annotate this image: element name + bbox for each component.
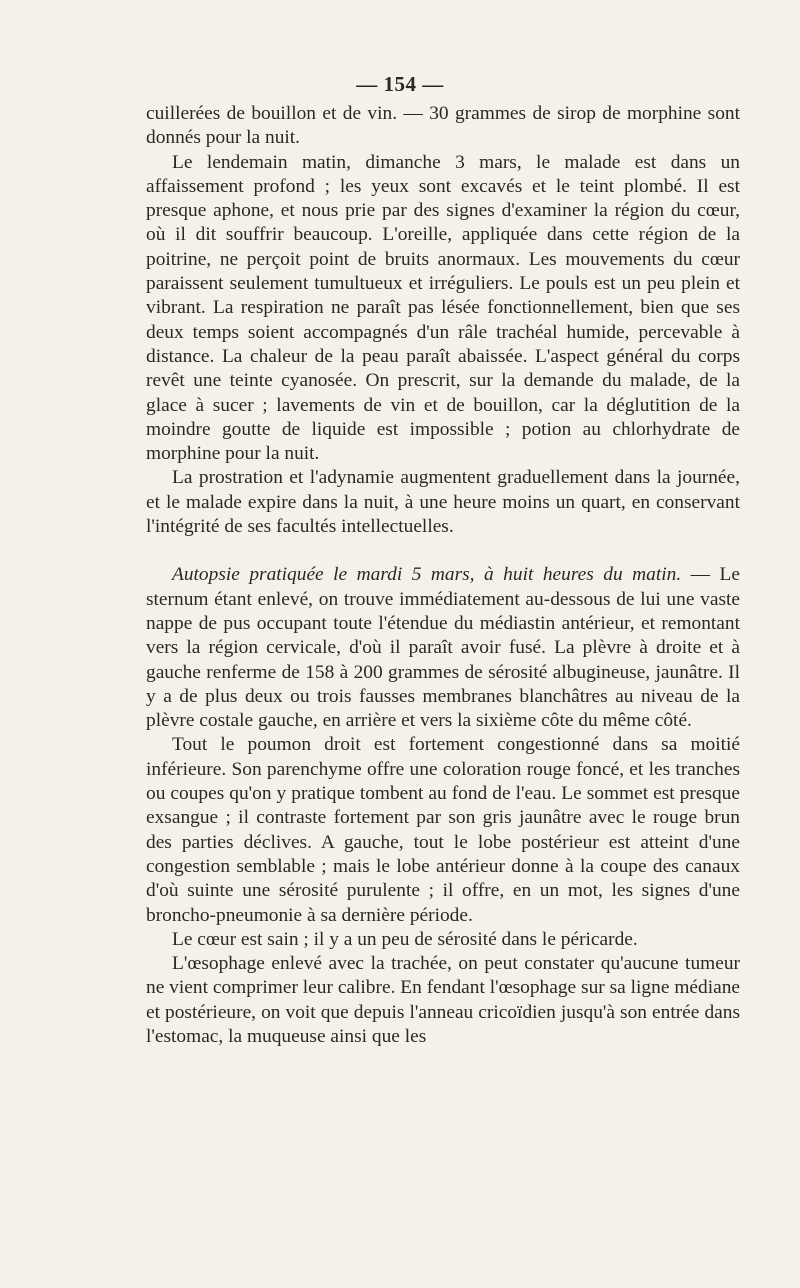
paragraph: cuillerées de bouillon et de vin. — 30 grammes de sirop de morphine sont donnés pour la nuit. — [146, 103, 740, 149]
autopsy-heading: Autopsie pratiquée le mardi 5 mars, à huit heures du matin. — [172, 564, 682, 586]
body-text — [146, 102, 740, 1049]
autopsy-paragraph — [146, 563, 740, 733]
page-number: — 154 — — [356, 72, 444, 96]
autopsy-text: — Le sternum étant enlevé, on trouve immédiatement au-dessous de lui une vaste nappe de pus occupant toute l'étendue du médiastin antérieur, et remontant vers la région cervicale, d'où il paraît avoir fusé. La plèvre à droite et à gauche renferme de 158 à 200 grammes de sérosité albugineuse, jaunâtre. Il y a de plus deux ou trois fausses membranes blanchâtres au niveau de la plèvre costale gauche, en arrière et vers la sixième côte du même côté. — [146, 564, 740, 732]
paragraph: L'œsophage enlevé avec la trachée, on peut constater qu'aucune tumeur ne vient comprimer leur calibre. En fendant l'œsophage sur sa ligne médiane et postérieure, on voit que depuis l'anneau cricoïdien jusqu'à son entrée dans l'estomac, la muqueuse ainsi que les — [146, 953, 740, 1047]
paragraph: La prostration et l'adynamie augmentent graduellement dans la journée, et le malade expire dans la nuit, à une heure moins un quart, en conservant l'intégrité de ses facultés intellectuelles. — [146, 467, 740, 538]
paragraph: Le lendemain matin, dimanche 3 mars, le malade est dans un affaissement profond ; les yeux sont excavés et le teint plombé. Il est presque aphone, et nous prie par des signes d'examiner la région du cœur, où il dit souffrir beaucoup. L'oreille, appliquée dans cette région de la poitrine, ne perçoit point de bruits anormaux. Les mouvements du cœur paraissent seulement tumultueux et irréguliers. Le pouls est un peu plein et vibrant. La respiration ne paraît pas lésée fonctionnellement, bien que ses deux temps soient accompagnés d'un râle trachéal humide, percevable à distance. La chaleur de la peau paraît abaissée. L'aspect général du corps revêt une teinte cyanosée. On prescrit, sur la demande du malade, de la glace à sucer ; lavements de vin et de bouillon, car la déglutition de la moindre goutte de liquide est impossible ; potion au chlorhydrate de morphine pour la nuit. — [146, 151, 740, 465]
paragraph: Tout le poumon droit est fortement congestionné dans sa moitié inférieure. Son parenchyme offre une coloration rouge foncé, et les tranches ou coupes qu'on y pratique tombent au fond de l'eau. Le sommet est presque exsangue ; il contraste fortement par son gris jaunâtre avec le rouge brun des parties déclives. A gauche, tout le lobe postérieur est atteint d'une congestion semblable ; mais le lobe antérieur donne à la coupe des canaux d'où suinte une sérosité purulente ; il offre, en un mot, les signes d'une broncho-pneumonie à sa dernière période. — [146, 734, 740, 926]
paragraph: Le cœur est sain ; il y a un peu de sérosité dans le péricarde. — [172, 928, 638, 950]
